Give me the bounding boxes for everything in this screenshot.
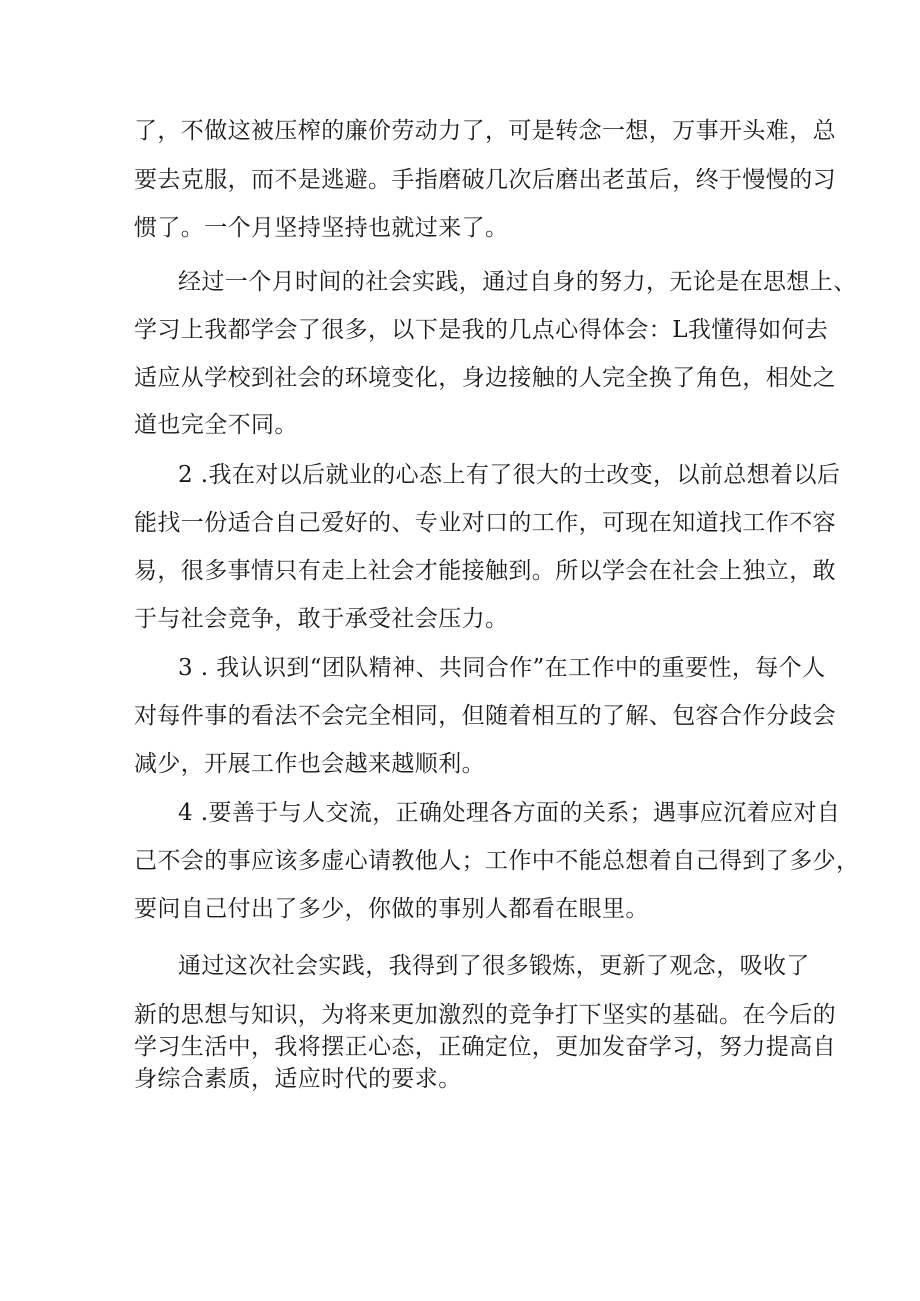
text-line: 2 .我在对以后就业的心态上有了很大的士改变，以前总想着以后 <box>178 462 841 488</box>
text-line: 适应从学校到社会的环境变化，身边接触的人完全换了角色，相处之 <box>134 365 836 391</box>
text-line: 4 .要善于与人交流，正确处理各方面的关系；遇事应沉着应对自 <box>178 800 841 826</box>
text-line: 经过一个月时间的社会实践，通过自身的努力，无论是在思想上、 <box>178 269 857 295</box>
text-line: 己不会的事应该多虚心请教他人；工作中不能总想着自己得到了多少， <box>134 848 860 874</box>
text-line: 减少，开展工作也会越来越顺利。 <box>134 751 485 777</box>
text-line: 了，不做这被压榨的廉价劳动力了，可是转念一想，万事开头难，总 <box>134 118 836 144</box>
text-line: 惯了。一个月坚持坚持也就过来了。 <box>134 215 509 241</box>
text-line: 身综合素质，适应时代的要求。 <box>134 1066 462 1092</box>
text-line: 3 . 我认识到“团队精神、共同合作”在工作中的重要性，每个人 <box>178 655 826 681</box>
text-line: 新的思想与知识，为将来更加激烈的竞争打下坚实的基础。在今后的 <box>134 1002 836 1028</box>
text-line: 易，很多事情只有走上社会才能接触到。所以学会在社会上独立，敢 <box>134 558 836 584</box>
text-line: 通过这次社会实践，我得到了很多锻炼，更新了观念，吸收了 <box>178 953 810 979</box>
text-line: 要去克服，而不是逃避。手指磨破几次后磨出老茧后，终于慢慢的习 <box>134 167 836 193</box>
text-line: 对每件事的看法不会完全相同，但随着相互的了解、包容合作分歧会 <box>134 703 836 729</box>
text-line: 学习生活中，我将摆正心态，正确定位，更加发奋学习，努力提高自 <box>134 1034 836 1060</box>
text-line: 于与社会竞争，敢于承受社会压力。 <box>134 606 509 632</box>
text-line: 学习上我都学会了很多，以下是我的几点心得体会：L我懂得如何去 <box>134 317 829 343</box>
text-line: 道也完全不同。 <box>134 412 298 438</box>
text-line: 要问自己付出了多少，你做的事别人都看在眼里。 <box>134 896 649 922</box>
text-line: 能找一份适合自己爱好的、专业对口的工作，可现在知道找工作不容 <box>134 510 836 536</box>
